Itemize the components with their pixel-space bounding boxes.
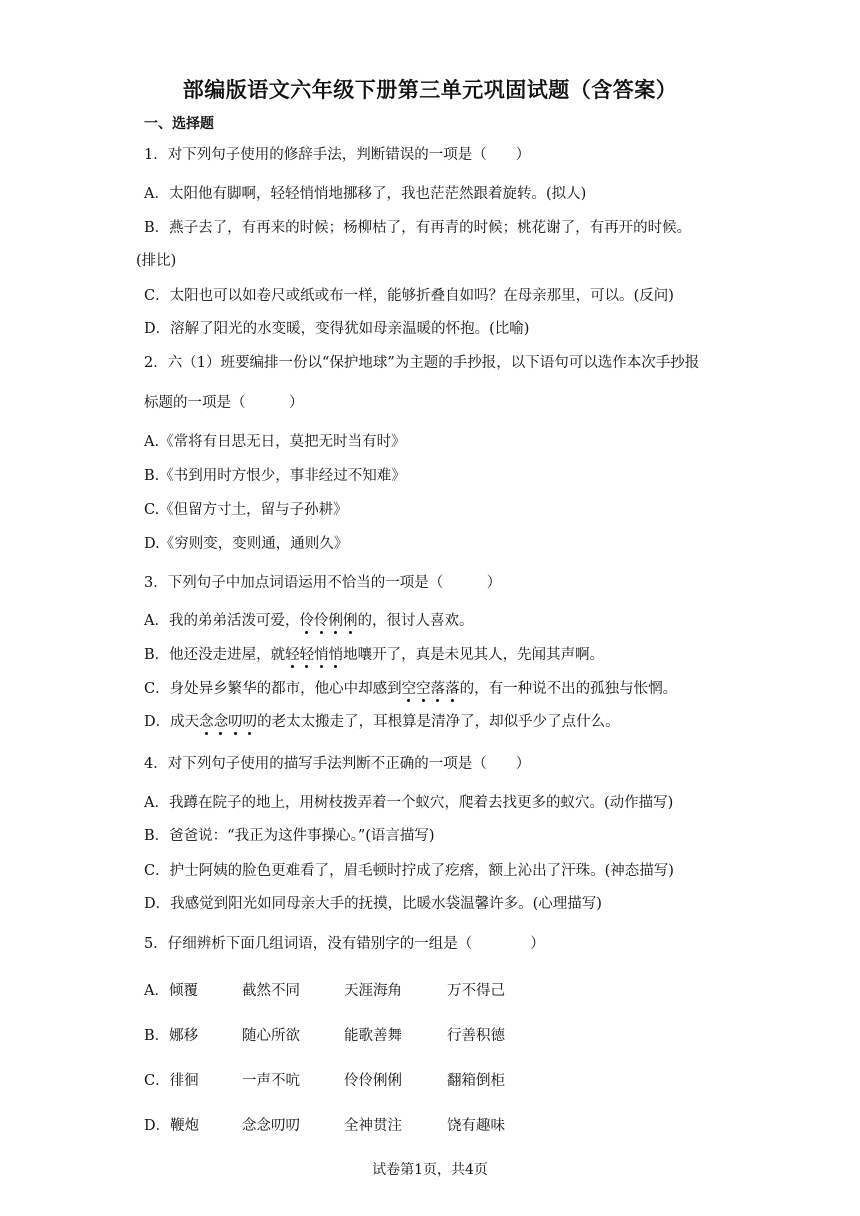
question-1-option-b: B．燕子去了，有再来的时候；杨柳枯了，有再青的时候；桃花谢了，有再开的时候。 xyxy=(144,220,692,236)
question-1-option-c: C．太阳也可以如卷尺或纸或布一样，能够折叠自如吗？在母亲那里，可以。(反问) xyxy=(144,288,674,304)
question-2-option-a: A.《常将有日思无日，莫把无时当有时》 xyxy=(144,434,406,450)
question-2-stem-cont: 标题的一项是（ ） xyxy=(144,395,304,411)
page-footer: 试卷第1页，共4页 xyxy=(372,1162,488,1178)
question-3-option-b xyxy=(144,645,604,665)
emphasis-dot-char: 念 xyxy=(213,714,229,730)
q5-option-c-label: C．徘徊 xyxy=(144,1073,199,1089)
emphasis-dot-char: 俐 xyxy=(328,613,343,629)
q5-option-d-word: 念念叨叨 xyxy=(242,1118,300,1134)
q5-option-b-label: B．娜移 xyxy=(144,1028,199,1044)
dotted-word xyxy=(285,647,343,663)
dotted-word xyxy=(299,613,357,629)
question-1-option-d: D．溶解了阳光的水变暖，变得犹如母亲温暖的怀抱。(比喻) xyxy=(144,321,530,337)
question-4-option-c: C．护士阿姨的脸色更难看了，眉毛顿时拧成了疙瘩，额上沁出了汗珠。(神态描写) xyxy=(144,863,674,879)
question-3-option-c xyxy=(144,679,677,699)
emphasis-dot-char: 空 xyxy=(401,681,417,697)
question-3-option-d xyxy=(144,712,620,732)
q5-option-c-word: 一声不吭 xyxy=(242,1073,300,1089)
q5-option-a-word: 万不得己 xyxy=(447,983,505,999)
option-text: A．我的弟弟活泼可爱， xyxy=(144,613,300,629)
q5-option-d-word: 全神贯注 xyxy=(344,1118,402,1134)
q5-option-b-word: 随心所欲 xyxy=(242,1028,300,1044)
emphasis-dot-char: 轻 xyxy=(285,647,300,663)
question-2-stem: 2．六（1）班要编排一份以“保护地球”为主题的手抄报，以下语句可以选作本次手抄报 xyxy=(144,355,700,371)
emphasis-dot-char: 悄 xyxy=(314,647,329,663)
option-text: 地嚷开了，真是未见其人，先闻其声啊。 xyxy=(343,647,605,663)
option-text: 的，很讨人喜欢。 xyxy=(357,613,474,629)
q5-option-d-label: D．鞭炮 xyxy=(144,1118,200,1134)
q5-option-d-word: 饶有趣味 xyxy=(447,1118,505,1134)
q5-option-c-word: 伶伶俐俐 xyxy=(344,1073,402,1089)
emphasis-dot-char: 落 xyxy=(430,681,446,697)
q5-option-a-label: A．倾覆 xyxy=(144,983,198,999)
question-4-option-b: B．爸爸说：“我正为这件事操心。”(语言描写) xyxy=(144,828,435,844)
question-5-stem: 5．仔细辨析下面几组词语，没有错别字的一组是（ ） xyxy=(144,936,545,952)
section-heading: 一、选择题 xyxy=(144,116,214,132)
question-1-stem: 1．对下列句子使用的修辞手法，判断错误的一项是（ ） xyxy=(144,147,531,163)
q5-option-a-word: 天涯海角 xyxy=(344,983,402,999)
option-text: D．成天 xyxy=(144,714,200,730)
emphasis-dot-char: 落 xyxy=(445,681,460,697)
q5-option-b-word: 能歌善舞 xyxy=(344,1028,402,1044)
emphasis-dot-char: 悄 xyxy=(328,647,344,663)
question-1-option-a: A．太阳他有脚啊，轻轻悄悄地挪移了，我也茫茫然跟着旋转。(拟人) xyxy=(144,186,587,202)
option-text: C．身处异乡繁华的都市，他心中却感到 xyxy=(144,681,402,697)
option-text: 的，有一种说不出的孤独与怅惘。 xyxy=(459,681,678,697)
question-1-option-b-cont: (排比) xyxy=(136,253,177,269)
question-4-option-d: D．我感觉到阳光如同母亲大手的抚摸，比暖水袋温馨许多。(心理描写) xyxy=(144,896,602,912)
question-4-option-a: A．我蹲在院子的地上，用树枝拨弄着一个蚁穴，爬着去找更多的蚁穴。(动作描写) xyxy=(144,795,674,811)
page-title: 部编版语文六年级下册第三单元巩固试题（含答案） xyxy=(182,78,678,102)
emphasis-dot-char: 叨 xyxy=(228,714,243,730)
question-2-option-d: D.《穷则变，变则通，通则久》 xyxy=(144,536,349,552)
q5-option-c-word: 翻箱倒柜 xyxy=(447,1073,505,1089)
q5-option-a-word: 截然不同 xyxy=(242,983,300,999)
emphasis-dot-char: 伶 xyxy=(299,613,314,629)
option-text: 的老太太搬走了，耳根算是清净了，却似乎少了点什么。 xyxy=(257,714,620,730)
emphasis-dot-char: 轻 xyxy=(299,647,315,663)
emphasis-dot-char: 伶 xyxy=(313,613,329,629)
question-2-option-c: C.《但留方寸土，留与子孙耕》 xyxy=(144,502,348,518)
emphasis-dot-char: 俐 xyxy=(342,613,358,629)
dotted-word xyxy=(199,714,257,730)
q5-option-b-word: 行善积德 xyxy=(447,1028,505,1044)
question-4-stem: 4．对下列句子使用的描写手法判断不正确的一项是（ ） xyxy=(144,756,531,772)
question-2-option-b: B.《书到用时方恨少，事非经过不知难》 xyxy=(144,468,406,484)
question-3-stem: 3．下列句子中加点词语运用不恰当的一项是（ ） xyxy=(144,575,502,591)
emphasis-dot-char: 叨 xyxy=(242,714,258,730)
emphasis-dot-char: 空 xyxy=(416,681,431,697)
emphasis-dot-char: 念 xyxy=(199,714,214,730)
option-text: B．他还没走进屋，就 xyxy=(144,647,286,663)
question-3-option-a xyxy=(144,611,473,631)
dotted-word xyxy=(402,681,460,697)
